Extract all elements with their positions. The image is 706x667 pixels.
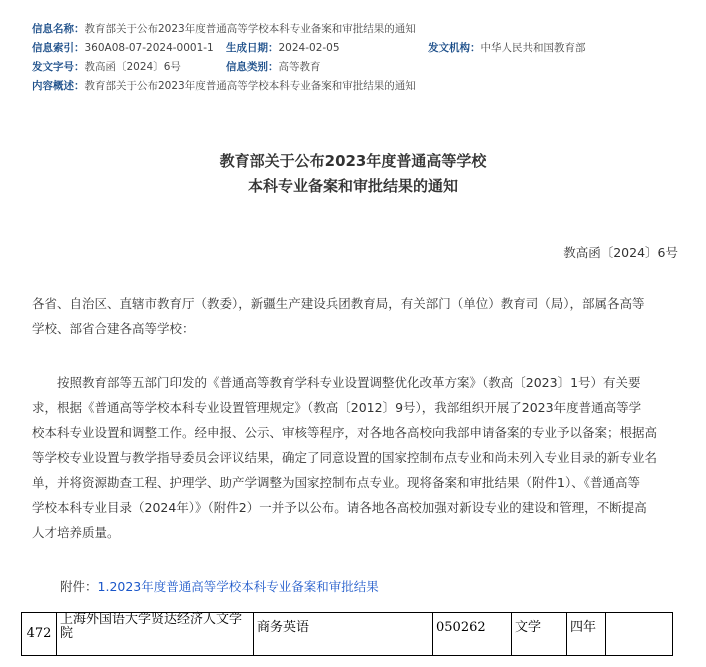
meta-row-summary (32, 77, 416, 96)
summary-label: 内容概述： (32, 80, 85, 92)
attachment (60, 577, 379, 595)
doc-title-line2: 本科专业备案和审批结果的通知 (247, 177, 458, 195)
salutation (32, 291, 678, 341)
cell-duration: 四年 (567, 613, 606, 656)
attachment-label: 附件： (60, 579, 98, 594)
cell-school: 上海外国语大学贤达经济人文学院 (57, 613, 254, 656)
body-line: 按照教育部等五部门印发的《普通高等教育学科专业设置调整优化改革方案》（教高〔2023〕1号）有关要 (57, 375, 641, 390)
info-metadata (32, 20, 586, 96)
cell-major: 商务英语 (254, 613, 433, 656)
org-label: 发文机构： (428, 42, 481, 54)
org-value: 中华人民共和国教育部 (480, 42, 586, 54)
salutation-line: 各省、自治区、直辖市教育厅（教委），新疆生产建设兵团教育局，有关部门（单位）教育司（局），部属各高等 (32, 296, 645, 311)
name-label: 信息名称： (32, 23, 85, 35)
cell-no: 472 (22, 613, 57, 656)
summary-value: 教育部关于公布2023年度普通高等学校本科专业备案和审批结果的通知 (84, 80, 416, 92)
body-line: 校本科专业设置和调整工作。经申报、公示、审核等程序，对各地各高校向我部申请备案的专业予以备案；根据高 (32, 425, 658, 440)
body-line: 等学校专业设置与教学指导委员会评议结果，确定了同意设置的国家控制布点专业和尚未列入专业目录的新专业名 (32, 450, 658, 465)
cell-extra (606, 613, 673, 656)
category-label: 信息类别： (226, 61, 279, 73)
result-table (21, 612, 673, 656)
meta-row-index (32, 39, 586, 58)
index-label: 信息索引： (32, 42, 85, 54)
name-value: 教育部关于公布2023年度普通高等学校本科专业备案和审批结果的通知 (84, 23, 416, 35)
body-line: 求，根据《普通高等学校本科专业设置管理规定》（教高〔2012〕9号），我部组织开展了2023年度普通高等学 (32, 400, 642, 415)
doc-number: 教高函〔2024〕6号 (563, 245, 678, 260)
body-line: 人才培养质量。 (32, 525, 120, 540)
meta-row-name (32, 20, 416, 39)
salutation-line: 学校、部省合建各高等学校： (32, 321, 195, 336)
body-line: 学校本科专业目录（2024年）》（附件2）一并予以公布。请各地各高校加强对新设专业的建设和管理，不断提高 (32, 500, 647, 515)
date-label: 生成日期： (226, 42, 279, 54)
docno-value: 教高函〔2024〕6号 (84, 61, 181, 73)
cell-code: 050262 (433, 613, 512, 656)
table-row (22, 613, 673, 656)
body-line: 单，并将资源勘查工程、护理学、助产学调整为国家控制布点专业。现将备案和审批结果（附件1）、《普通高等 (32, 475, 640, 490)
index-value: 360A08-07-2024-0001-1 (84, 42, 214, 54)
date-value: 2024-02-05 (278, 42, 340, 54)
doc-title-line1: 教育部关于公布2023年度普通高等学校 (219, 152, 487, 170)
attachment-link[interactable]: 1.2023年度普通高等学校本科专业备案和审批结果 (97, 579, 379, 594)
body-paragraph (32, 370, 678, 545)
cell-category: 文学 (512, 613, 567, 656)
meta-row-docno (32, 58, 416, 77)
docno-label: 发文字号： (32, 61, 85, 73)
category-value: 高等教育 (278, 61, 321, 73)
